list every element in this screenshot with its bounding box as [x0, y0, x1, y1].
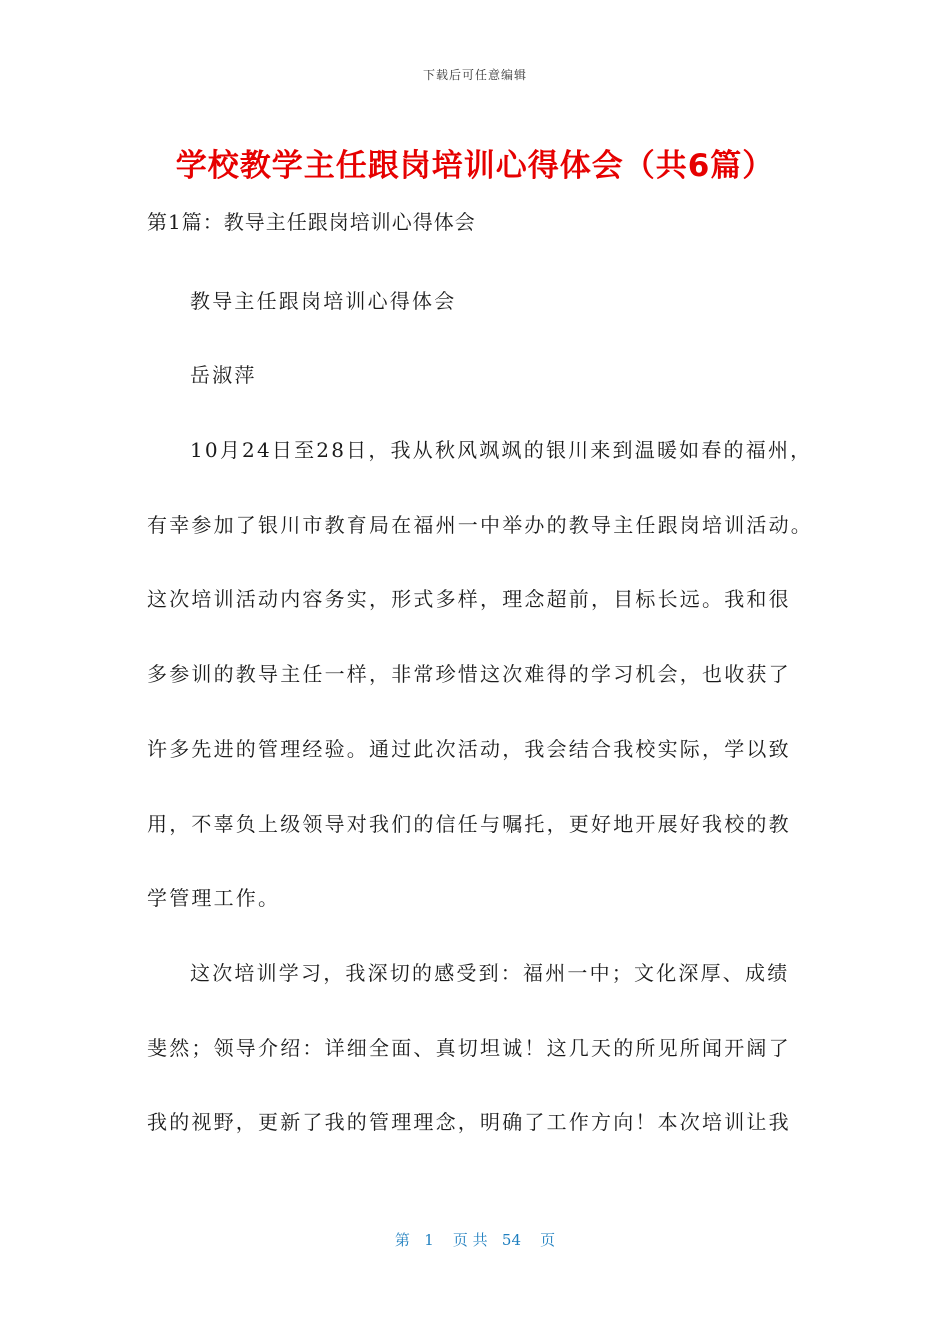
paragraph-line: 10月24日至28日，我从秋风飒飒的银川来到温暖如春的福州， — [190, 438, 813, 462]
document-title: 学校教学主任跟岗培训心得体会（共6篇） — [175, 148, 775, 184]
header-note: 下载后可任意编辑 — [422, 68, 527, 82]
paragraph-line: 学管理工作。 — [147, 886, 281, 910]
paragraph-line: 用，不辜负上级领导对我们的信任与嘱托，更好地开展好我校的教 — [147, 812, 791, 836]
paragraph-line: 斐然；领导介绍：详细全面、真切坦诚！这几天的所见所闻开阔了 — [147, 1036, 791, 1060]
paragraph-line: 这次培训活动内容务实，形式多样，理念超前，目标长远。我和很 — [147, 587, 791, 611]
paragraph-line: 我的视野，更新了我的管理理念，明确了工作方向！本次培训让我 — [147, 1110, 791, 1134]
author-name: 岳淑萍 — [190, 363, 257, 387]
page-number-footer: 第 1 页 共 54 页 — [394, 1231, 556, 1249]
paragraph-line: 有幸参加了银川市教育局在福州一中举办的教导主任跟岗培训活动。 — [147, 513, 813, 537]
subtitle: 教导主任跟岗培训心得体会 — [190, 289, 457, 313]
paragraph-line: 这次培训学习，我深切的感受到：福州一中；文化深厚、成绩 — [190, 961, 790, 985]
paragraph-line: 多参训的教导主任一样，非常珍惜这次难得的学习机会，也收获了 — [147, 662, 791, 686]
paragraph-line: 许多先进的管理经验。通过此次活动，我会结合我校实际，学以致 — [147, 737, 791, 761]
section-heading: 第1篇：教导主任跟岗培训心得体会 — [147, 210, 476, 234]
